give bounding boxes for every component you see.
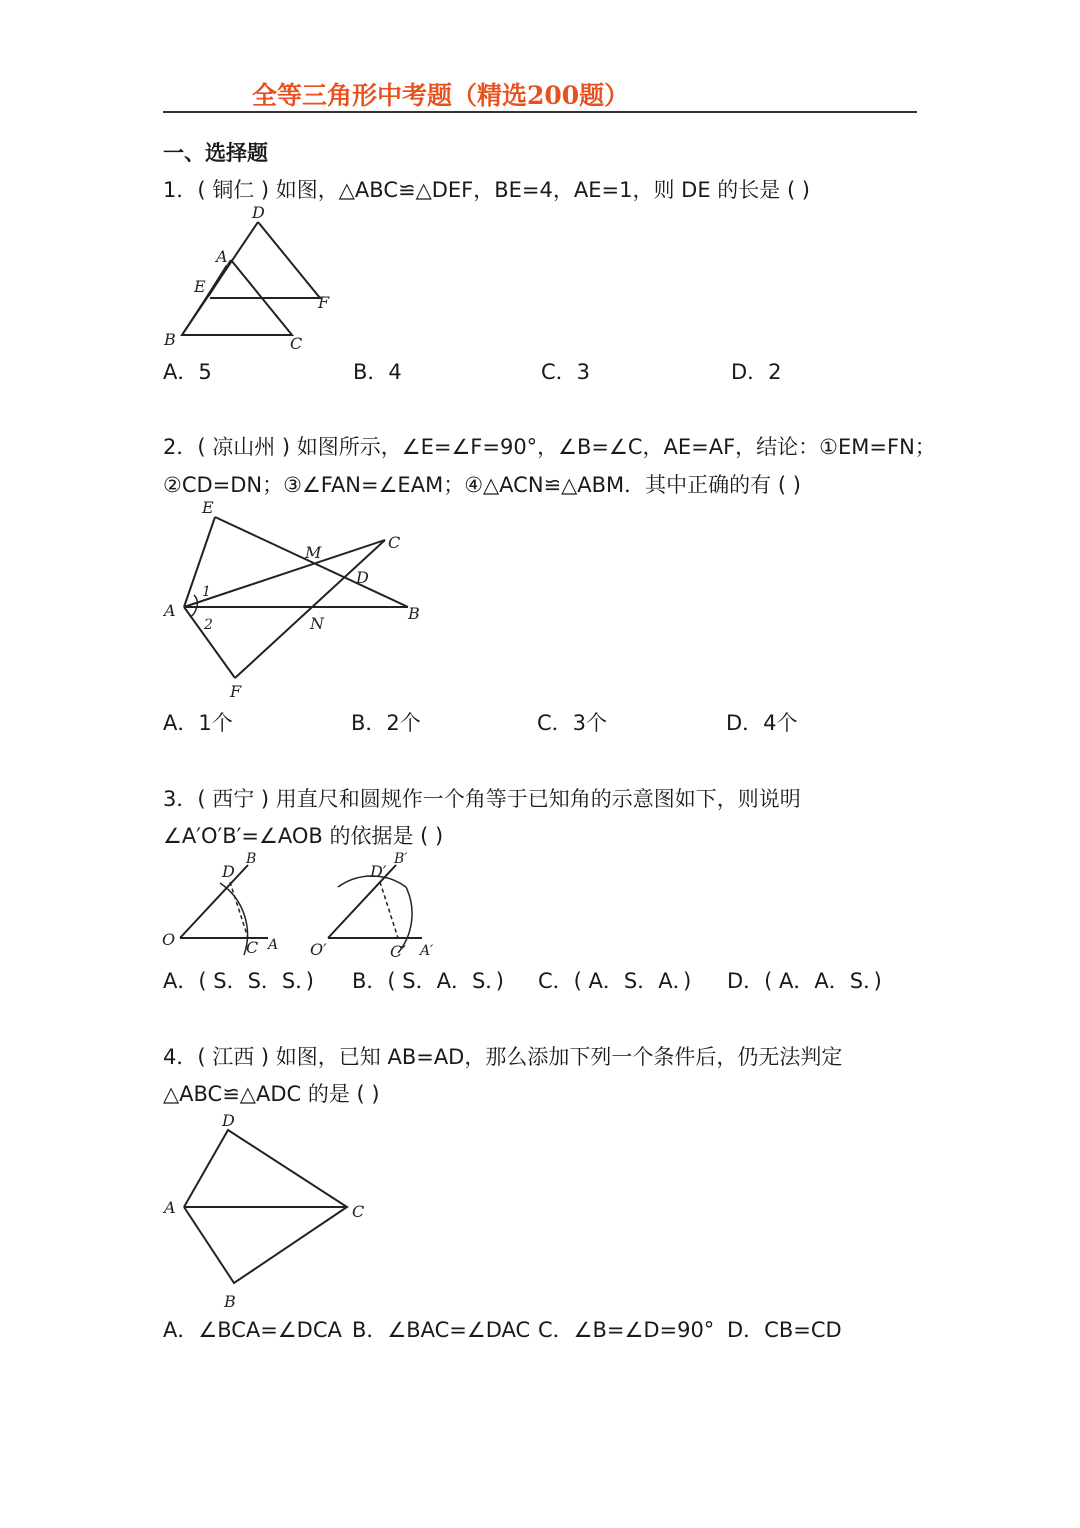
question-2-figure	[160, 495, 430, 705]
section-heading: 一、选择题	[163, 141, 268, 165]
label: F	[230, 682, 242, 701]
q4-option-d: D．CB=CD	[727, 1318, 842, 1342]
question-4-figure	[160, 1105, 380, 1320]
q4-option-c: C．∠B=∠D=90°	[538, 1318, 715, 1342]
q2-option-d: D．4个	[726, 711, 798, 735]
q3-option-c: C．( A．S．A．)	[538, 969, 692, 993]
question-3-line-2: ∠A′O′B′=∠AOB 的依据是 ( )	[163, 824, 444, 848]
label: A′	[420, 943, 434, 959]
label: A	[268, 937, 279, 953]
label: D	[222, 862, 235, 881]
q2-option-b: B．2个	[351, 711, 421, 735]
label: A	[216, 247, 228, 266]
segment-ae	[208, 266, 227, 296]
label: 2	[204, 617, 213, 633]
label: C′	[390, 942, 406, 961]
compass-arc	[220, 883, 247, 955]
chord-dc-prime	[380, 882, 398, 938]
label: 1	[202, 584, 211, 600]
label: C	[290, 334, 303, 353]
label: D	[252, 203, 265, 222]
label: C	[388, 533, 401, 552]
label: A	[164, 1198, 176, 1217]
label: B	[164, 330, 176, 349]
question-3-line-1: 3．( 西宁 ) 用直尺和圆规作一个角等于已知角的示意图如下，则说明	[163, 787, 801, 811]
q3-option-d: D．( A．A．S．)	[727, 969, 882, 993]
label: O	[162, 930, 176, 949]
q2-option-a: A．1个	[163, 711, 233, 735]
label: M	[305, 543, 322, 562]
question-4-line-1: 4．( 江西 ) 如图，已知 AB=AD，那么添加下列一个条件后，仍无法判定	[163, 1045, 843, 1069]
label: A	[164, 601, 176, 620]
label: B	[246, 851, 257, 867]
question-2-line-2: ②CD=DN；③∠FAN=∠EAM；④△ACN≌△ABM．其中正确的有 ( )	[163, 473, 801, 497]
label: N	[310, 614, 324, 633]
label: F	[318, 293, 330, 312]
question-3-figure	[160, 845, 460, 965]
q1-option-d: D．2	[731, 360, 782, 384]
q3-option-b: B．( S．A．S．)	[352, 969, 504, 993]
q3-option-a: A．( S．S．S．)	[163, 969, 314, 993]
q4-option-b: B．∠BAC=∠DAC	[352, 1318, 531, 1342]
q1-option-c: C．3	[541, 360, 591, 384]
title-underline	[163, 111, 917, 113]
label: B	[408, 604, 420, 623]
question-2-line-1: 2．( 凉山州 ) 如图所示，∠E=∠F=90°，∠B=∠C，AE=AF，结论：①EM=FN；	[163, 435, 936, 459]
question-4-line-2: △ABC≌△ADC 的是 ( )	[163, 1082, 380, 1106]
label: B′	[394, 851, 408, 867]
q4-option-a: A．∠BCA=∠DCA	[163, 1318, 342, 1342]
label: O′	[310, 940, 327, 959]
q1-option-b: B．4	[353, 360, 402, 384]
segment-eb	[215, 517, 408, 607]
label: D	[356, 568, 369, 587]
chord-dc	[230, 882, 248, 938]
q1-option-a: A．5	[163, 360, 212, 384]
angle-arc-2	[190, 609, 196, 617]
label: D	[222, 1111, 235, 1130]
label: E	[194, 277, 206, 296]
label: B	[224, 1292, 236, 1311]
label: C	[246, 938, 259, 957]
label: E	[202, 498, 214, 517]
page-title: 全等三角形中考题（精选200题）	[252, 81, 630, 110]
label: C	[352, 1202, 365, 1221]
question-1-figure	[160, 200, 360, 360]
label: D′	[370, 862, 387, 881]
question-1-text: 1．( 铜仁 ) 如图，△ABC≌△DEF，BE=4，AE=1，则 DE 的长是 ( )	[163, 178, 810, 202]
q2-option-c: C．3个	[537, 711, 608, 735]
